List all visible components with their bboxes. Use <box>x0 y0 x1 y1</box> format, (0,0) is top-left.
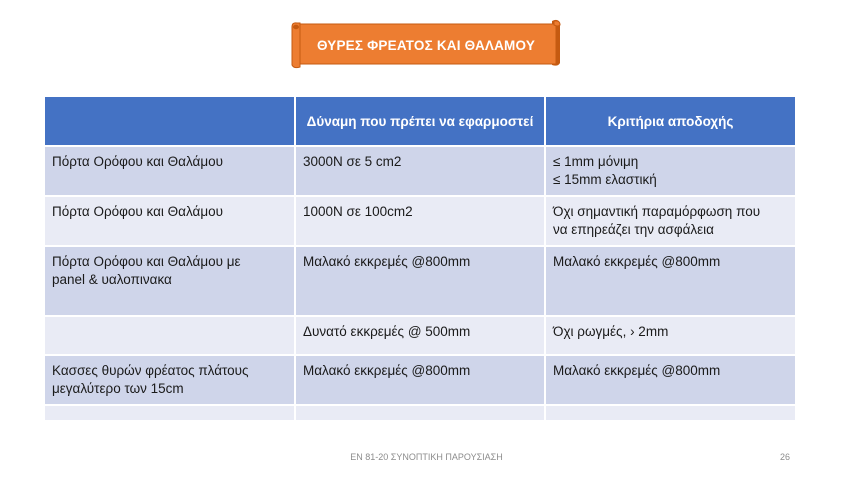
cell-criteria: Μαλακό εκκρεμές @800mm <box>545 355 795 405</box>
door-test-table <box>45 97 795 422</box>
cell-criteria: Μαλακό εκκρεμές @800mm <box>545 246 795 316</box>
title-banner <box>290 17 562 71</box>
header-criteria: Κριτήρια αποδοχής <box>545 97 795 146</box>
cell-force <box>295 405 545 421</box>
table-row <box>45 146 795 196</box>
cell-component: Πόρτα Ορόφου και Θαλάμου με panel & υαλοπινακα <box>45 246 295 316</box>
table-row <box>45 246 795 316</box>
footer-text: ΕΝ 81-20 ΣΥΝΟΠΤΙΚΗ ΠΑΡΟΥΣΙΑΣΗ <box>350 452 503 462</box>
cell-component <box>45 405 295 421</box>
cell-force: Μαλακό εκκρεμές @800mm <box>295 246 545 316</box>
cell-criteria <box>545 405 795 421</box>
cell-criteria: Όχι σημαντική παραμόρφωση που να επηρεάζει την ασφάλεια <box>545 196 795 246</box>
table-row <box>45 316 795 355</box>
cell-criteria: Όχι ρωγμές, › 2mm <box>545 316 795 355</box>
header-empty <box>45 97 295 146</box>
table-row <box>45 405 795 421</box>
table-row <box>45 196 795 246</box>
header-force: Δύναμη που πρέπει να εφαρμοστεί <box>295 97 545 146</box>
slide-title: ΘΥΡΕΣ ΦΡΕΑΤΟΣ ΚΑΙ ΘΑΛΑΜΟΥ <box>316 38 536 53</box>
page-number: 26 <box>779 452 790 462</box>
cell-component: Πόρτα Ορόφου και Θαλάμου <box>45 196 295 246</box>
cell-force: 3000N σε 5 cm2 <box>295 146 545 196</box>
cell-force: Μαλακό εκκρεμές @800mm <box>295 355 545 405</box>
cell-component <box>45 316 295 355</box>
cell-component: Κασσες θυρών φρέατος πλάτους μεγαλύτερο των 15cm <box>45 355 295 405</box>
table-header-row <box>45 97 795 146</box>
cell-criteria: ≤ 1mm μόνιμη ≤ 15mm ελαστική <box>545 146 795 196</box>
table-row <box>45 355 795 405</box>
cell-component: Πόρτα Ορόφου και Θαλάμου <box>45 146 295 196</box>
cell-force: Δυνατό εκκρεμές @ 500mm <box>295 316 545 355</box>
cell-force: 1000N σε 100cm2 <box>295 196 545 246</box>
